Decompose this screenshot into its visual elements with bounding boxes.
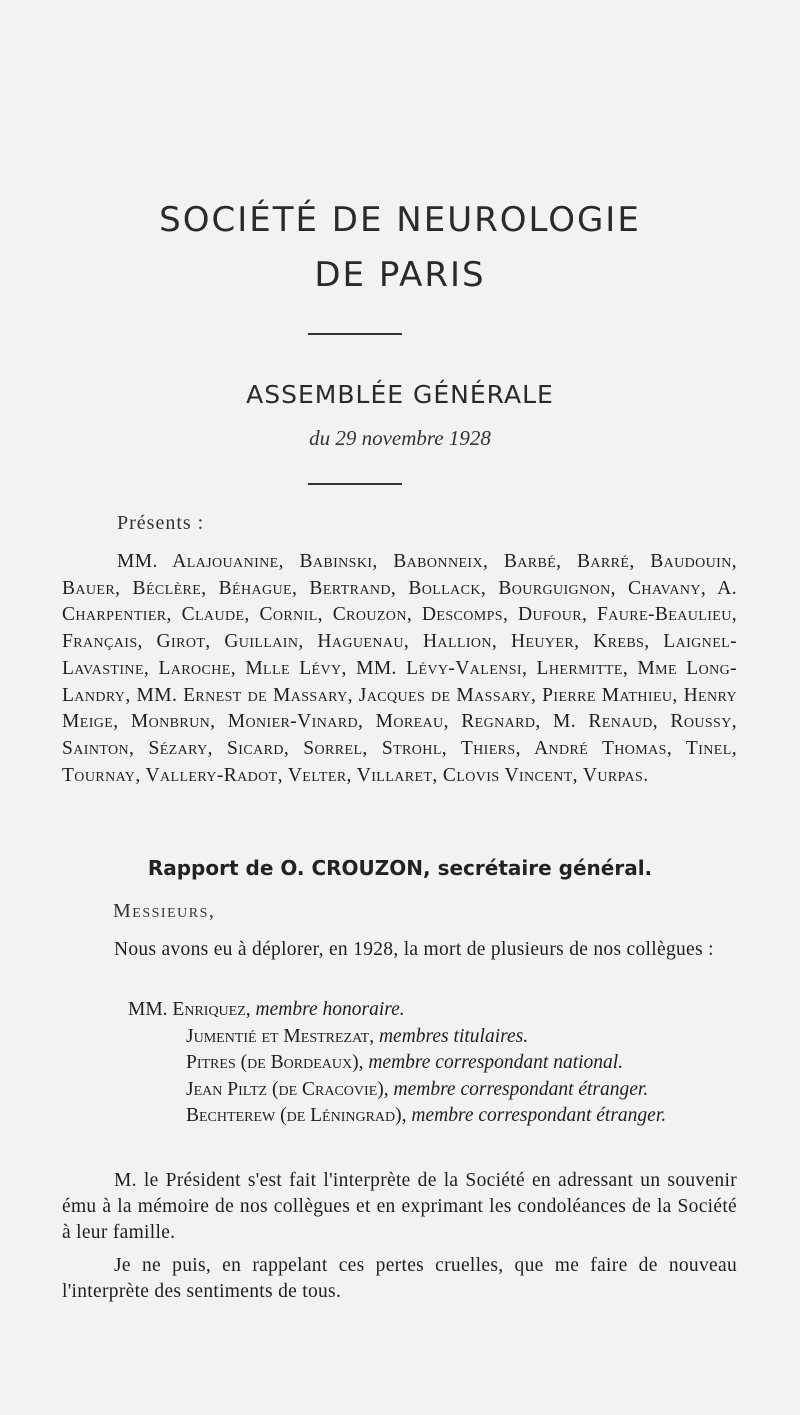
divider-rule xyxy=(308,483,402,485)
society-title-line1: SOCIÉTÉ DE NEUROLOGIE xyxy=(159,200,641,240)
deceased-role: membre honoraire. xyxy=(255,999,405,1020)
list-item xyxy=(128,1024,738,1051)
divider-rule xyxy=(308,333,402,335)
list-item xyxy=(128,997,738,1024)
assembly-date: du 29 novembre 1928 xyxy=(309,426,491,450)
closing-paragraph: Je ne puis, en rappelant ces pertes cruelles, que me faire de nouveau l'interprète des sentiments de tous. xyxy=(62,1255,737,1302)
list-item xyxy=(128,1077,738,1104)
attendance-label: Présents : xyxy=(117,512,205,534)
deceased-role: membres titulaires. xyxy=(378,1025,529,1047)
deceased-names: Bechterew (de Léningrad), xyxy=(186,1105,407,1126)
deceased-list xyxy=(128,997,738,1130)
society-title-line2: DE PARIS xyxy=(314,255,486,295)
deceased-role: membre correspondant étranger. xyxy=(411,1105,667,1126)
list-item xyxy=(128,1050,738,1077)
deceased-role: membre correspondant étranger. xyxy=(393,1078,649,1100)
list-item xyxy=(128,1103,738,1130)
report-heading: Rapport de O. CROUZON, secrétaire général. xyxy=(147,856,653,880)
deceased-names: MM. Enriquez, xyxy=(128,999,251,1020)
deceased-names: Pitres (de Bordeaux), xyxy=(186,1052,364,1073)
deceased-names: Jumentié et Mestrezat, xyxy=(186,1025,375,1047)
deceased-names: Jean Piltz (de Cracovie), xyxy=(186,1078,389,1100)
salutation: Messieurs, xyxy=(113,900,216,922)
attendance-list: MM. Alajouanine, Babinski, Babonneix, Barbé, Barré, Baudouin, Bauer, Béclère, Béhague, Bertrand, Bollack, Bourguignon, Chavany, A. Charpentier, Claude, Cornil, Crouzon, Descomps, Dufour, Faure-Beaulieu, Français, Girot, Guillain, Haguenau, Hallion, Heuyer, Krebs, Laignel-Lavastine, Laroche, Mlle Lévy, MM. Lévy-Valensi, Lhermitte, Mme Long-Landry, MM. Ernest de Massary, Jacques de Massary, Pierre Mathieu, Henry Meige, Monbrun, Monier-Vinard, Moreau, Regnard, M. Renaud, Roussy, Sainton, Sézary, Sicard, Sorrel, Strohl, Thiers, André Thomas, Tinel, Tournay, Vallery-Radot, Velter, Villaret, Clovis Vincent, Vurpas. xyxy=(62,551,737,786)
deceased-role: membre correspondant national. xyxy=(368,1052,624,1073)
assembly-title: ASSEMBLÉE GÉNÉRALE xyxy=(246,380,554,409)
condolence-paragraph: M. le Président s'est fait l'interprète de la Société en adressant un souvenir ému à la mémoire de nos collègues et en exprimant les condoléances de la Société à leur famille. xyxy=(62,1170,737,1243)
intro-paragraph: Nous avons eu à déplorer, en 1928, la mort de plusieurs de nos collègues : xyxy=(114,939,714,960)
